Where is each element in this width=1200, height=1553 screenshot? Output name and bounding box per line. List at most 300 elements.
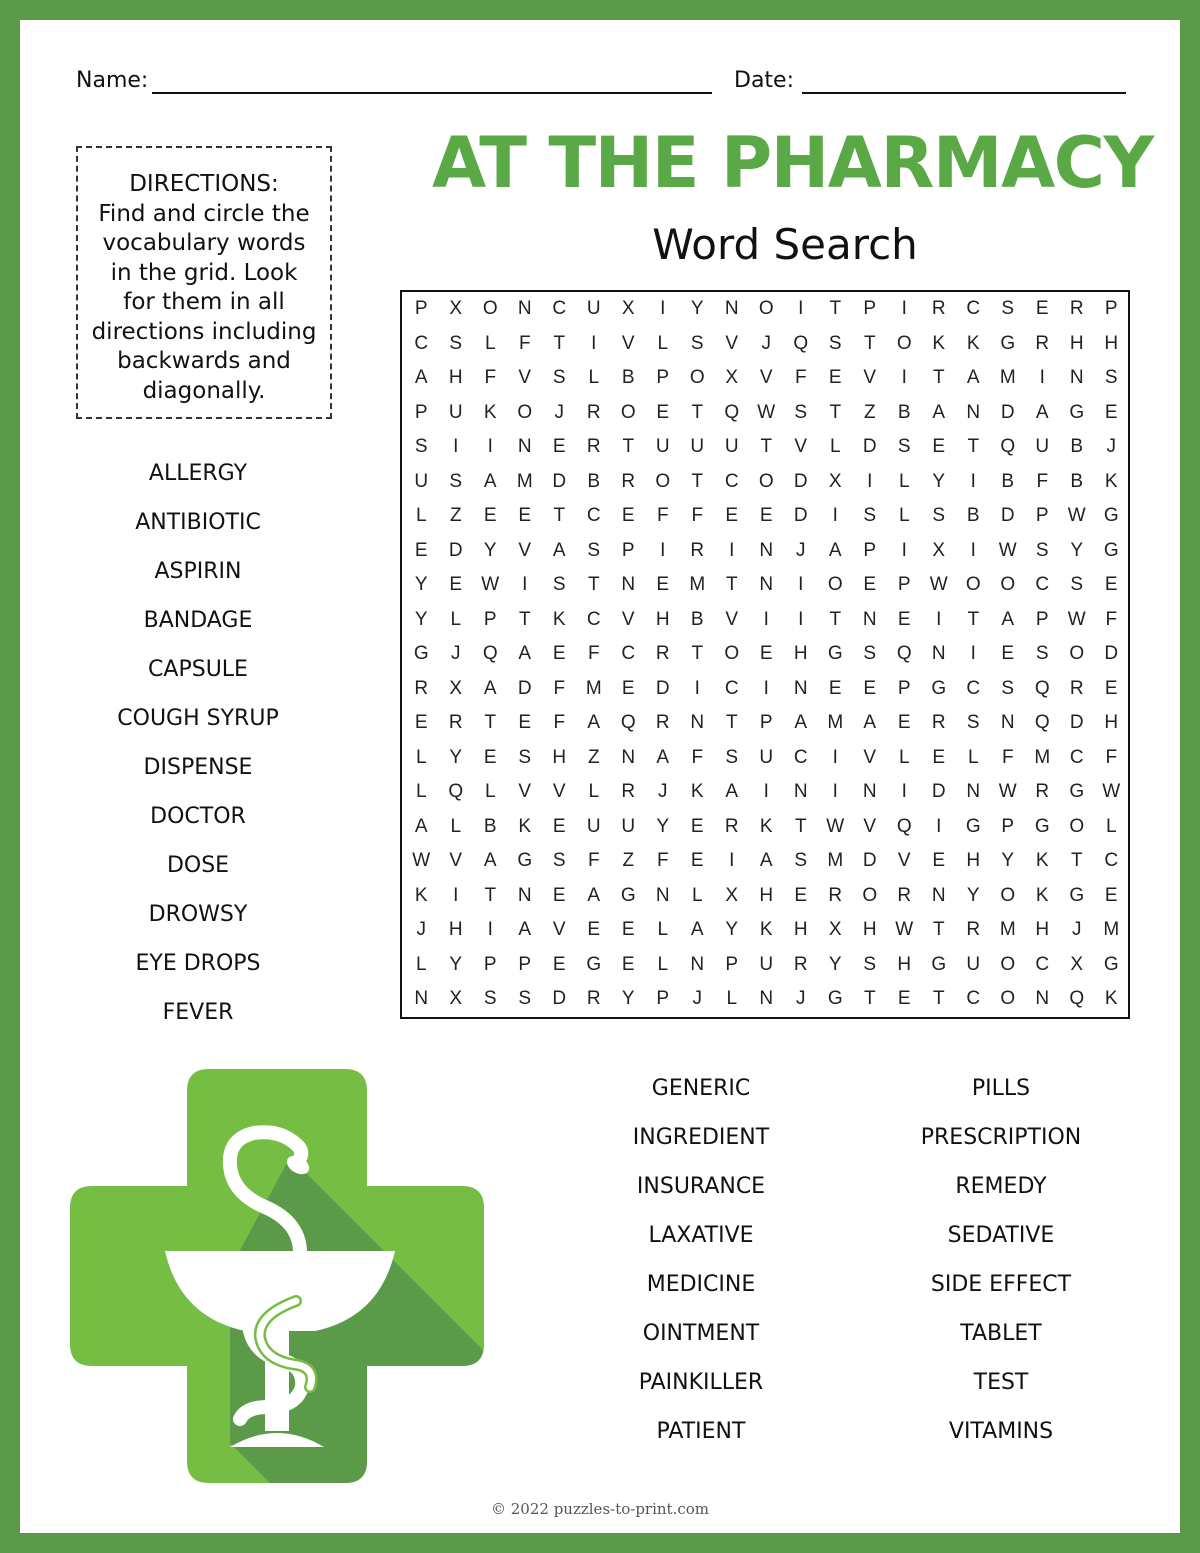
grid-letter[interactable]: E bbox=[552, 436, 566, 457]
grid-letter[interactable]: S bbox=[483, 988, 497, 1009]
grid-letter[interactable]: U bbox=[1035, 436, 1050, 457]
grid-letter[interactable]: T bbox=[1070, 850, 1083, 871]
grid-letter[interactable]: O bbox=[1000, 953, 1016, 975]
grid-letter[interactable]: B bbox=[897, 401, 911, 423]
grid-letter[interactable]: C bbox=[724, 470, 739, 492]
grid-letter[interactable]: A bbox=[863, 712, 877, 733]
grid-letter[interactable]: D bbox=[1069, 712, 1084, 733]
grid-letter[interactable]: L bbox=[691, 884, 703, 906]
grid-letter[interactable]: P bbox=[656, 367, 670, 388]
grid-letter[interactable]: V bbox=[552, 781, 566, 802]
grid-letter[interactable]: F bbox=[656, 850, 669, 871]
grid-letter[interactable]: D bbox=[448, 539, 463, 561]
grid-letter[interactable]: A bbox=[483, 850, 497, 871]
grid-letter[interactable]: S bbox=[828, 332, 842, 354]
grid-letter[interactable]: H bbox=[1069, 332, 1084, 354]
grid-letter[interactable]: E bbox=[863, 574, 877, 595]
grid-letter[interactable]: I bbox=[660, 298, 666, 319]
grid-letter[interactable]: T bbox=[691, 470, 704, 492]
grid-letter[interactable]: E bbox=[1104, 574, 1118, 595]
grid-letter[interactable]: X bbox=[1070, 953, 1084, 975]
grid-letter[interactable]: N bbox=[1069, 367, 1084, 388]
grid-letter[interactable]: C bbox=[621, 643, 636, 664]
grid-letter[interactable]: K bbox=[414, 884, 428, 906]
grid-letter[interactable]: O bbox=[655, 470, 671, 492]
grid-letter[interactable]: C bbox=[1069, 746, 1084, 768]
grid-letter[interactable]: X bbox=[449, 677, 463, 699]
grid-letter[interactable]: U bbox=[724, 436, 739, 457]
grid-letter[interactable]: S bbox=[690, 332, 704, 354]
grid-letter[interactable]: O bbox=[1000, 574, 1016, 595]
grid-letter[interactable]: Y bbox=[414, 608, 428, 630]
grid-letter[interactable]: T bbox=[829, 608, 842, 630]
grid-letter[interactable]: X bbox=[449, 298, 463, 319]
grid-letter[interactable]: T bbox=[484, 884, 497, 906]
grid-letter[interactable]: L bbox=[415, 746, 427, 768]
grid-letter[interactable]: V bbox=[449, 850, 463, 871]
grid-letter[interactable]: I bbox=[729, 539, 735, 561]
grid-letter[interactable]: V bbox=[863, 815, 877, 837]
grid-letter[interactable]: A bbox=[483, 677, 497, 699]
grid-letter[interactable]: D bbox=[552, 988, 567, 1009]
grid-letter[interactable]: G bbox=[586, 953, 602, 975]
grid-letter[interactable]: A bbox=[483, 470, 497, 492]
grid-letter[interactable]: V bbox=[621, 608, 635, 630]
grid-letter[interactable]: S bbox=[1035, 539, 1049, 561]
grid-letter[interactable]: A bbox=[828, 539, 842, 561]
grid-letter[interactable]: U bbox=[586, 815, 601, 837]
grid-letter[interactable]: Z bbox=[449, 505, 462, 526]
grid-letter[interactable]: S bbox=[552, 574, 566, 595]
grid-letter[interactable]: S bbox=[1001, 677, 1015, 699]
grid-letter[interactable]: D bbox=[931, 781, 946, 802]
grid-letter[interactable]: E bbox=[587, 919, 601, 940]
grid-letter[interactable]: A bbox=[690, 919, 704, 940]
grid-letter[interactable]: R bbox=[1035, 781, 1050, 802]
grid-letter[interactable]: M bbox=[689, 574, 706, 595]
grid-letter[interactable]: A bbox=[518, 919, 532, 940]
grid-letter[interactable]: E bbox=[621, 953, 635, 975]
grid-letter[interactable]: M bbox=[999, 919, 1016, 940]
grid-letter[interactable]: R bbox=[448, 712, 463, 733]
grid-letter[interactable]: S bbox=[863, 643, 877, 664]
grid-letter[interactable]: L bbox=[484, 332, 496, 354]
grid-letter[interactable]: N bbox=[966, 781, 981, 802]
grid-letter[interactable]: E bbox=[552, 643, 566, 664]
grid-letter[interactable]: E bbox=[621, 505, 635, 526]
grid-letter[interactable]: A bbox=[794, 712, 808, 733]
grid-letter[interactable]: V bbox=[725, 332, 739, 354]
grid-letter[interactable]: S bbox=[1035, 643, 1049, 664]
grid-letter[interactable]: J bbox=[796, 539, 806, 561]
grid-letter[interactable]: P bbox=[518, 953, 532, 975]
grid-letter[interactable]: O bbox=[724, 643, 740, 664]
grid-letter[interactable]: L bbox=[967, 746, 979, 768]
grid-letter[interactable]: S bbox=[966, 712, 980, 733]
grid-letter[interactable]: L bbox=[415, 953, 427, 975]
grid-letter[interactable]: S bbox=[449, 332, 463, 354]
grid-letter[interactable]: J bbox=[692, 988, 702, 1009]
grid-letter[interactable]: T bbox=[760, 436, 773, 457]
grid-letter[interactable]: Q bbox=[793, 332, 809, 354]
grid-letter[interactable]: I bbox=[729, 850, 735, 871]
grid-letter[interactable]: W bbox=[1102, 781, 1121, 802]
grid-letter[interactable]: X bbox=[725, 367, 739, 388]
grid-letter[interactable]: F bbox=[1001, 746, 1014, 768]
grid-letter[interactable]: J bbox=[761, 332, 771, 354]
grid-letter[interactable]: A bbox=[587, 712, 601, 733]
grid-letter[interactable]: B bbox=[1070, 436, 1084, 457]
grid-letter[interactable]: W bbox=[895, 919, 914, 940]
grid-letter[interactable]: H bbox=[862, 919, 877, 940]
grid-letter[interactable]: R bbox=[586, 436, 601, 457]
grid-letter[interactable]: A bbox=[759, 850, 773, 871]
grid-letter[interactable]: O bbox=[482, 298, 498, 319]
grid-letter[interactable]: U bbox=[759, 953, 774, 975]
grid-letter[interactable]: K bbox=[1104, 988, 1118, 1009]
grid-letter[interactable]: S bbox=[518, 746, 532, 768]
grid-letter[interactable]: G bbox=[517, 850, 533, 871]
grid-letter[interactable]: C bbox=[966, 988, 981, 1009]
grid-letter[interactable]: I bbox=[798, 574, 804, 595]
grid-letter[interactable]: P bbox=[725, 953, 739, 975]
grid-letter[interactable]: H bbox=[1035, 919, 1050, 940]
grid-letter[interactable]: X bbox=[828, 919, 842, 940]
grid-letter[interactable]: I bbox=[763, 781, 769, 802]
grid-letter[interactable]: P bbox=[414, 298, 428, 319]
grid-letter[interactable]: E bbox=[552, 815, 566, 837]
grid-letter[interactable]: K bbox=[483, 401, 497, 423]
grid-letter[interactable]: N bbox=[1035, 988, 1050, 1009]
grid-letter[interactable]: D bbox=[517, 677, 532, 699]
grid-letter[interactable]: I bbox=[832, 746, 838, 768]
grid-letter[interactable]: Q bbox=[1000, 436, 1016, 457]
grid-letter[interactable]: G bbox=[931, 953, 947, 975]
grid-letter[interactable]: L bbox=[588, 781, 600, 802]
grid-letter[interactable]: L bbox=[588, 367, 600, 388]
grid-letter[interactable]: Q bbox=[482, 643, 498, 664]
grid-letter[interactable]: I bbox=[901, 781, 907, 802]
grid-letter[interactable]: G bbox=[1103, 953, 1119, 975]
grid-letter[interactable]: P bbox=[1104, 298, 1118, 319]
grid-letter[interactable]: L bbox=[898, 470, 910, 492]
grid-letter[interactable]: S bbox=[725, 746, 739, 768]
grid-letter[interactable]: O bbox=[758, 470, 774, 492]
grid-letter[interactable]: I bbox=[832, 505, 838, 526]
grid-letter[interactable]: F bbox=[1105, 746, 1118, 768]
grid-letter[interactable]: E bbox=[690, 815, 704, 837]
grid-letter[interactable]: M bbox=[516, 470, 533, 492]
grid-letter[interactable]: S bbox=[414, 436, 428, 457]
grid-letter[interactable]: L bbox=[657, 332, 669, 354]
grid-letter[interactable]: C bbox=[966, 298, 981, 319]
grid-letter[interactable]: R bbox=[897, 884, 912, 906]
grid-letter[interactable]: W bbox=[1067, 505, 1086, 526]
grid-letter[interactable]: Y bbox=[621, 988, 635, 1009]
grid-letter[interactable]: U bbox=[414, 470, 429, 492]
grid-letter[interactable]: I bbox=[936, 608, 942, 630]
grid-letter[interactable]: B bbox=[587, 470, 601, 492]
grid-letter[interactable]: U bbox=[621, 815, 636, 837]
grid-letter[interactable]: R bbox=[1035, 332, 1050, 354]
grid-letter[interactable]: V bbox=[863, 746, 877, 768]
grid-letter[interactable]: I bbox=[832, 781, 838, 802]
grid-letter[interactable]: H bbox=[966, 850, 981, 871]
grid-letter[interactable]: G bbox=[1069, 781, 1085, 802]
grid-letter[interactable]: H bbox=[759, 884, 774, 906]
grid-letter[interactable]: D bbox=[862, 436, 877, 457]
grid-letter[interactable]: X bbox=[828, 470, 842, 492]
grid-letter[interactable]: W bbox=[998, 781, 1017, 802]
grid-letter[interactable]: B bbox=[483, 815, 497, 837]
grid-letter[interactable]: N bbox=[759, 574, 774, 595]
grid-letter[interactable]: R bbox=[655, 643, 670, 664]
grid-letter[interactable]: L bbox=[484, 781, 496, 802]
grid-letter[interactable]: D bbox=[1104, 643, 1119, 664]
grid-letter[interactable]: H bbox=[897, 953, 912, 975]
grid-letter[interactable]: L bbox=[898, 746, 910, 768]
grid-letter[interactable]: L bbox=[726, 988, 738, 1009]
grid-letter[interactable]: F bbox=[587, 643, 600, 664]
grid-letter[interactable]: N bbox=[517, 884, 532, 906]
grid-letter[interactable]: J bbox=[416, 919, 426, 940]
grid-letter[interactable]: N bbox=[759, 988, 774, 1009]
grid-letter[interactable]: U bbox=[586, 298, 601, 319]
grid-letter[interactable]: Y bbox=[932, 470, 946, 492]
grid-letter[interactable]: K bbox=[1035, 850, 1049, 871]
grid-letter[interactable]: Q bbox=[1069, 988, 1085, 1009]
grid-letter[interactable]: N bbox=[655, 884, 670, 906]
grid-letter[interactable]: N bbox=[690, 953, 705, 975]
grid-letter[interactable]: F bbox=[1105, 608, 1118, 630]
grid-letter[interactable]: A bbox=[1001, 608, 1015, 630]
grid-letter[interactable]: K bbox=[518, 815, 532, 837]
grid-letter[interactable]: C bbox=[724, 677, 739, 699]
grid-letter[interactable]: M bbox=[827, 712, 844, 733]
grid-letter[interactable]: G bbox=[1000, 332, 1016, 354]
grid-letter[interactable]: W bbox=[826, 815, 845, 837]
grid-letter[interactable]: N bbox=[931, 884, 946, 906]
grid-letter[interactable]: X bbox=[449, 988, 463, 1009]
grid-letter[interactable]: Q bbox=[896, 643, 912, 664]
grid-letter[interactable]: T bbox=[622, 436, 635, 457]
grid-letter[interactable]: S bbox=[552, 850, 566, 871]
grid-letter[interactable]: G bbox=[1069, 401, 1085, 423]
grid-letter[interactable]: A bbox=[1035, 401, 1049, 423]
grid-letter[interactable]: V bbox=[897, 850, 911, 871]
grid-letter[interactable]: C bbox=[1035, 574, 1050, 595]
grid-letter[interactable]: W bbox=[929, 574, 948, 595]
grid-letter[interactable]: H bbox=[1104, 332, 1119, 354]
grid-letter[interactable]: P bbox=[863, 539, 877, 561]
grid-letter[interactable]: U bbox=[966, 953, 981, 975]
grid-letter[interactable]: G bbox=[931, 677, 947, 699]
grid-letter[interactable]: W bbox=[757, 401, 776, 423]
grid-letter[interactable]: V bbox=[863, 367, 877, 388]
grid-letter[interactable]: R bbox=[414, 677, 429, 699]
grid-letter[interactable]: M bbox=[585, 677, 602, 699]
grid-letter[interactable]: C bbox=[552, 298, 567, 319]
grid-letter[interactable]: H bbox=[793, 919, 808, 940]
grid-letter[interactable]: I bbox=[901, 367, 907, 388]
grid-letter[interactable]: K bbox=[759, 919, 773, 940]
grid-letter[interactable]: L bbox=[415, 781, 427, 802]
grid-letter[interactable]: N bbox=[931, 643, 946, 664]
grid-letter[interactable]: F bbox=[518, 332, 531, 354]
grid-letter[interactable]: E bbox=[863, 677, 877, 699]
grid-letter[interactable]: N bbox=[862, 781, 877, 802]
grid-letter[interactable]: R bbox=[621, 781, 636, 802]
grid-letter[interactable]: G bbox=[413, 643, 429, 664]
grid-letter[interactable]: E bbox=[897, 608, 911, 630]
grid-letter[interactable]: N bbox=[966, 401, 981, 423]
grid-letter[interactable]: T bbox=[932, 919, 945, 940]
grid-letter[interactable]: R bbox=[793, 953, 808, 975]
grid-letter[interactable]: E bbox=[932, 850, 946, 871]
grid-letter[interactable]: S bbox=[1104, 367, 1118, 388]
grid-letter[interactable]: Q bbox=[620, 712, 636, 733]
grid-letter[interactable]: N bbox=[690, 712, 705, 733]
grid-letter[interactable]: I bbox=[763, 608, 769, 630]
grid-letter[interactable]: I bbox=[798, 608, 804, 630]
grid-letter[interactable]: V bbox=[794, 436, 808, 457]
grid-letter[interactable]: A bbox=[552, 539, 566, 561]
grid-letter[interactable]: L bbox=[898, 505, 910, 526]
grid-letter[interactable]: T bbox=[518, 608, 531, 630]
grid-letter[interactable]: E bbox=[759, 505, 773, 526]
grid-letter[interactable]: B bbox=[1070, 470, 1084, 492]
grid-letter[interactable]: F bbox=[691, 505, 704, 526]
grid-letter[interactable]: J bbox=[554, 401, 564, 423]
grid-letter[interactable]: T bbox=[932, 988, 945, 1009]
grid-letter[interactable]: G bbox=[1034, 815, 1050, 837]
grid-letter[interactable]: H bbox=[552, 746, 567, 768]
grid-letter[interactable]: O bbox=[689, 367, 705, 388]
grid-letter[interactable]: O bbox=[965, 574, 981, 595]
grid-letter[interactable]: W bbox=[481, 574, 500, 595]
grid-letter[interactable]: B bbox=[1001, 470, 1015, 492]
grid-letter[interactable]: A bbox=[518, 643, 532, 664]
grid-letter[interactable]: I bbox=[970, 539, 976, 561]
grid-letter[interactable]: O bbox=[517, 401, 533, 423]
grid-letter[interactable]: E bbox=[414, 712, 428, 733]
grid-letter[interactable]: Y bbox=[414, 574, 428, 595]
grid-letter[interactable]: I bbox=[487, 919, 493, 940]
grid-letter[interactable]: X bbox=[621, 298, 635, 319]
grid-letter[interactable]: N bbox=[793, 781, 808, 802]
grid-letter[interactable]: A bbox=[587, 884, 601, 906]
grid-letter[interactable]: L bbox=[450, 608, 462, 630]
grid-letter[interactable]: B bbox=[690, 608, 704, 630]
grid-letter[interactable]: T bbox=[484, 712, 497, 733]
grid-letter[interactable]: A bbox=[656, 746, 670, 768]
grid-letter[interactable]: T bbox=[691, 643, 704, 664]
grid-letter[interactable]: E bbox=[552, 953, 566, 975]
grid-letter[interactable]: I bbox=[901, 298, 907, 319]
grid-letter[interactable]: R bbox=[1069, 298, 1084, 319]
grid-letter[interactable]: R bbox=[828, 884, 843, 906]
grid-letter[interactable]: A bbox=[414, 367, 428, 388]
grid-letter[interactable]: C bbox=[966, 677, 981, 699]
grid-letter[interactable]: D bbox=[793, 470, 808, 492]
grid-letter[interactable]: Q bbox=[724, 401, 740, 423]
grid-letter[interactable]: S bbox=[587, 539, 601, 561]
grid-letter[interactable]: B bbox=[621, 367, 635, 388]
grid-letter[interactable]: V bbox=[518, 367, 532, 388]
grid-letter[interactable]: J bbox=[658, 781, 668, 802]
grid-letter[interactable]: E bbox=[483, 746, 497, 768]
grid-letter[interactable]: I bbox=[591, 332, 597, 354]
grid-letter[interactable]: Q bbox=[896, 815, 912, 837]
grid-letter[interactable]: F bbox=[1036, 470, 1049, 492]
grid-letter[interactable]: P bbox=[483, 953, 497, 975]
grid-letter[interactable]: V bbox=[518, 781, 532, 802]
grid-letter[interactable]: G bbox=[1069, 884, 1085, 906]
grid-letter[interactable]: T bbox=[863, 332, 876, 354]
grid-letter[interactable]: E bbox=[828, 367, 842, 388]
grid-letter[interactable]: N bbox=[414, 988, 429, 1009]
grid-letter[interactable]: K bbox=[552, 608, 566, 630]
grid-letter[interactable]: F bbox=[484, 367, 497, 388]
grid-letter[interactable]: G bbox=[1103, 539, 1119, 561]
grid-letter[interactable]: I bbox=[660, 539, 666, 561]
grid-letter[interactable]: S bbox=[552, 367, 566, 388]
grid-letter[interactable]: P bbox=[759, 712, 773, 733]
grid-letter[interactable]: S bbox=[449, 470, 463, 492]
grid-letter[interactable]: T bbox=[725, 574, 738, 595]
grid-letter[interactable]: K bbox=[966, 332, 980, 354]
grid-letter[interactable]: Y bbox=[449, 953, 463, 975]
grid-letter[interactable]: D bbox=[1000, 401, 1015, 423]
grid-letter[interactable]: V bbox=[621, 332, 635, 354]
grid-letter[interactable]: D bbox=[793, 505, 808, 526]
grid-letter[interactable]: I bbox=[798, 298, 804, 319]
grid-letter[interactable]: T bbox=[587, 574, 600, 595]
grid-letter[interactable]: L bbox=[1105, 815, 1117, 837]
grid-letter[interactable]: I bbox=[694, 677, 700, 699]
grid-letter[interactable]: E bbox=[1001, 643, 1015, 664]
grid-letter[interactable]: L bbox=[657, 919, 669, 940]
grid-letter[interactable]: V bbox=[759, 367, 773, 388]
grid-letter[interactable]: R bbox=[966, 919, 981, 940]
grid-letter[interactable]: D bbox=[1000, 505, 1015, 526]
grid-letter[interactable]: P bbox=[897, 574, 911, 595]
grid-letter[interactable]: E bbox=[932, 746, 946, 768]
grid-letter[interactable]: A bbox=[414, 815, 428, 837]
grid-letter[interactable]: Y bbox=[483, 539, 497, 561]
grid-letter[interactable]: T bbox=[863, 988, 876, 1009]
grid-letter[interactable]: Q bbox=[1034, 677, 1050, 699]
grid-letter[interactable]: R bbox=[655, 712, 670, 733]
grid-letter[interactable]: I bbox=[867, 470, 873, 492]
grid-letter[interactable]: E bbox=[690, 850, 704, 871]
grid-letter[interactable]: Q bbox=[1034, 712, 1050, 733]
grid-letter[interactable]: V bbox=[552, 919, 566, 940]
grid-letter[interactable]: N bbox=[621, 574, 636, 595]
grid-letter[interactable]: U bbox=[448, 401, 463, 423]
grid-letter[interactable]: G bbox=[827, 643, 843, 664]
grid-letter[interactable]: L bbox=[829, 436, 841, 457]
grid-letter[interactable]: F bbox=[553, 677, 566, 699]
grid-letter[interactable]: P bbox=[1001, 815, 1015, 837]
grid-letter[interactable]: E bbox=[656, 401, 670, 423]
grid-letter[interactable]: E bbox=[1104, 401, 1118, 423]
grid-letter[interactable]: P bbox=[1035, 608, 1049, 630]
grid-letter[interactable]: F bbox=[794, 367, 807, 388]
grid-letter[interactable]: M bbox=[827, 850, 844, 871]
grid-letter[interactable]: Y bbox=[725, 919, 739, 940]
grid-letter[interactable]: D bbox=[862, 850, 877, 871]
